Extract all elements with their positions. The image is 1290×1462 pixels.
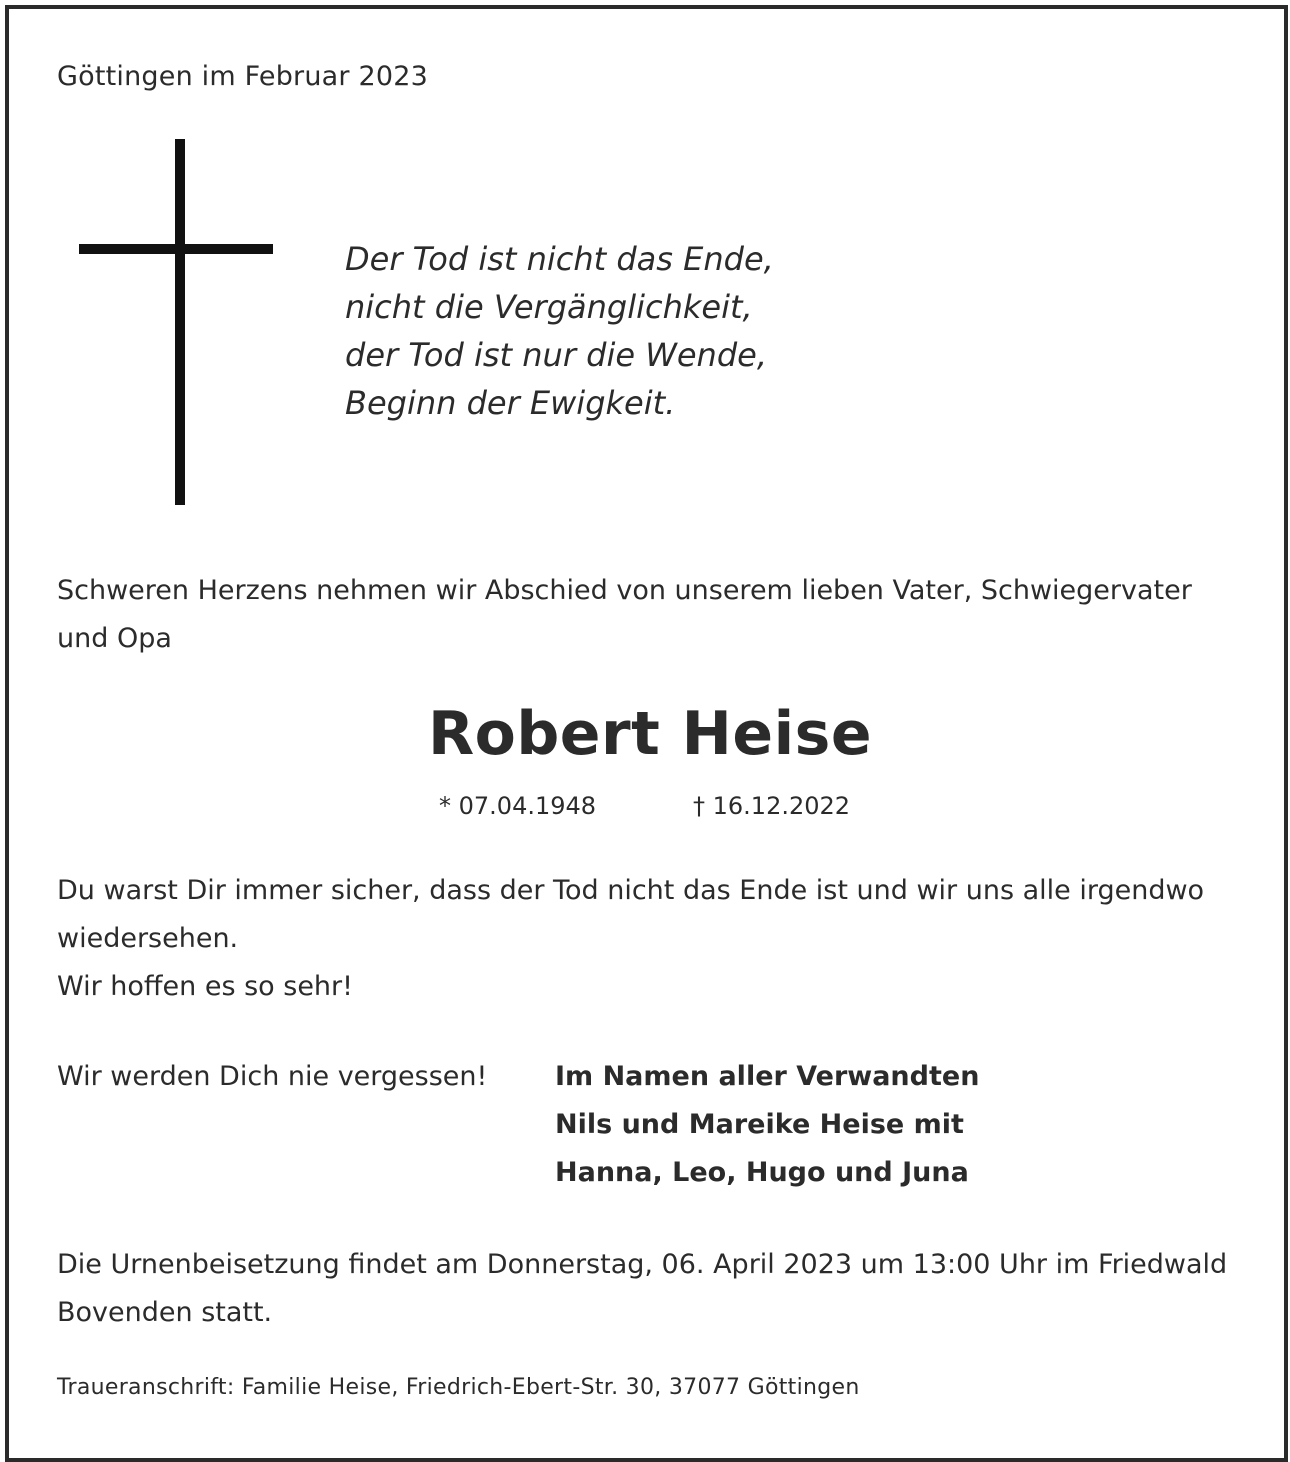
death-date: † 16.12.2022: [693, 792, 851, 820]
message-line: wiedersehen.: [57, 923, 239, 954]
message-line: Du warst Dir immer sicher, dass der Tod nicht das Ende ist und wir uns alle irgendwo: [57, 875, 1205, 906]
cross-icon: [79, 139, 273, 505]
signature-line: Nils und Mareike Heise mit: [555, 1109, 964, 1140]
poem-line: der Tod ist nur die Wende,: [345, 336, 767, 374]
intro-line: und Opa: [57, 623, 172, 654]
signature-line: Hanna, Leo, Hugo und Juna: [555, 1157, 969, 1188]
signatures: [555, 1053, 979, 1197]
message-line: Wir hoffen es so sehr!: [57, 971, 353, 1002]
deceased-name: Robert Heise: [427, 699, 873, 769]
intro-text: [57, 567, 1247, 663]
farewell-text: Wir werden Dich nie vergessen!: [57, 1061, 488, 1092]
mourning-address: Traueranschrift: Familie Heise, Friedrich-Ebert-Str. 30, 37077 Göttingen: [57, 1375, 860, 1400]
place-date: Göttingen im Februar 2023: [57, 61, 429, 92]
signature-line: Im Namen aller Verwandten: [555, 1061, 980, 1092]
intro-line: Schweren Herzens nehmen wir Abschied von unserem lieben Vater, Schwiegervater: [57, 575, 1192, 606]
poem-line: Der Tod ist nicht das Ende,: [345, 240, 774, 278]
poem-line: Beginn der Ewigkeit.: [345, 384, 676, 422]
funeral-info: [57, 1241, 1257, 1337]
poem: [345, 235, 774, 427]
obituary-notice: [5, 5, 1288, 1462]
cross-vertical-beam: [175, 139, 185, 505]
personal-message: [57, 867, 1247, 1011]
poem-line: nicht die Vergänglichkeit,: [345, 288, 753, 326]
cross-horizontal-beam: [79, 244, 273, 254]
funeral-line: Bovenden statt.: [57, 1297, 273, 1328]
birth-date: * 07.04.1948: [439, 792, 597, 820]
funeral-line: Die Urnenbeisetzung findet am Donnerstag, 06. April 2023 um 13:00 Uhr im Friedwald: [57, 1249, 1228, 1280]
